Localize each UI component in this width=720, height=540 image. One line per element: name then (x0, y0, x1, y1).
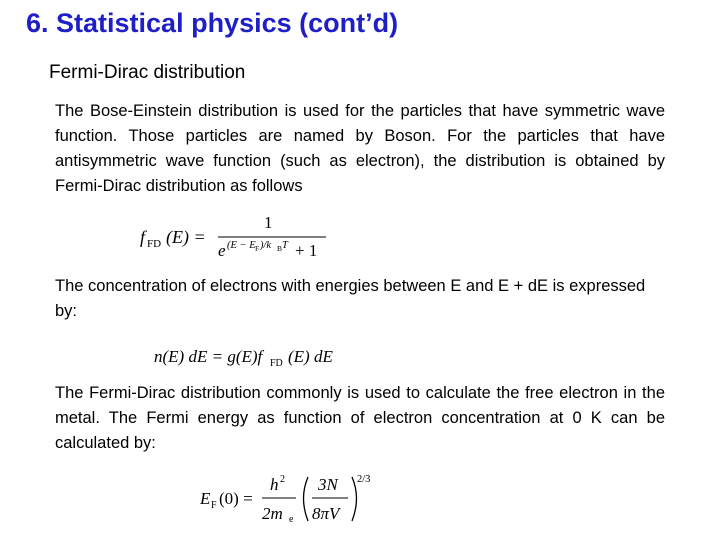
slide-title: 6. Statistical physics (cont’d) (26, 8, 399, 38)
eq2-part-1: n(E) dE = g(E)f (154, 347, 263, 366)
eq2-part-2: (E) dE (288, 347, 333, 366)
eq3-frac1-den-sub: e (289, 514, 294, 525)
eq1-f: f (140, 227, 146, 247)
eq3-frac1-num: h (270, 475, 279, 494)
eq3-frac1-num-sup: 2 (280, 474, 285, 485)
eq3-lhs-sub: F (211, 500, 217, 511)
eq3-frac1-den: 2m (262, 504, 283, 523)
section-heading: Fermi-Dirac distribution (49, 62, 246, 83)
eq3-lhs: E (200, 489, 211, 508)
eq1-f-sub: FD (147, 238, 162, 250)
eq1-plus-one: + 1 (295, 241, 318, 260)
eq1-exp-b: )/k (260, 240, 272, 251)
eq1-numerator: 1 (264, 213, 273, 232)
eq1-lhs-arg: (E) = (166, 227, 206, 247)
eq1-denom-e: e (218, 241, 226, 260)
paragraph-concentration: The concentration of electrons with energies between E and E + dE is expressed by: (55, 277, 646, 320)
eq1-exp-sub-f: F (255, 244, 260, 253)
eq3-left-paren (304, 477, 309, 521)
eq1-exp-c: T (282, 240, 288, 251)
eq1-exp-a: (E − E (227, 240, 256, 251)
eq2-sub: FD (270, 358, 283, 369)
eq3-right-paren (352, 477, 357, 521)
paragraph-fermi-energy: The Fermi-Dirac distribution commonly is used to calculate the free electron in the metal. The Fermi energy as function of electron concentration at 0 K can be calculated by: (55, 384, 665, 452)
equation-fermi-energy (198, 470, 378, 528)
equation-fermi-dirac (138, 208, 338, 260)
eq3-lhs-arg: (0) = (219, 489, 253, 508)
equation-concentration (152, 340, 352, 372)
eq3-frac2-num: 3N (318, 475, 338, 494)
eq1-exp-sub-b: B (277, 244, 283, 253)
eq3-exponent: 2/3 (357, 474, 371, 485)
paragraph-intro: The Bose-Einstein distribution is used for the particles that have symmetric wave function. Those particles are named by Boson. For the particles that have antisymmetric wave function (such as electron), the distribution is obtained by Fermi-Dirac distribution as follows (55, 102, 665, 195)
eq3-frac2-den: 8πV (312, 504, 340, 523)
